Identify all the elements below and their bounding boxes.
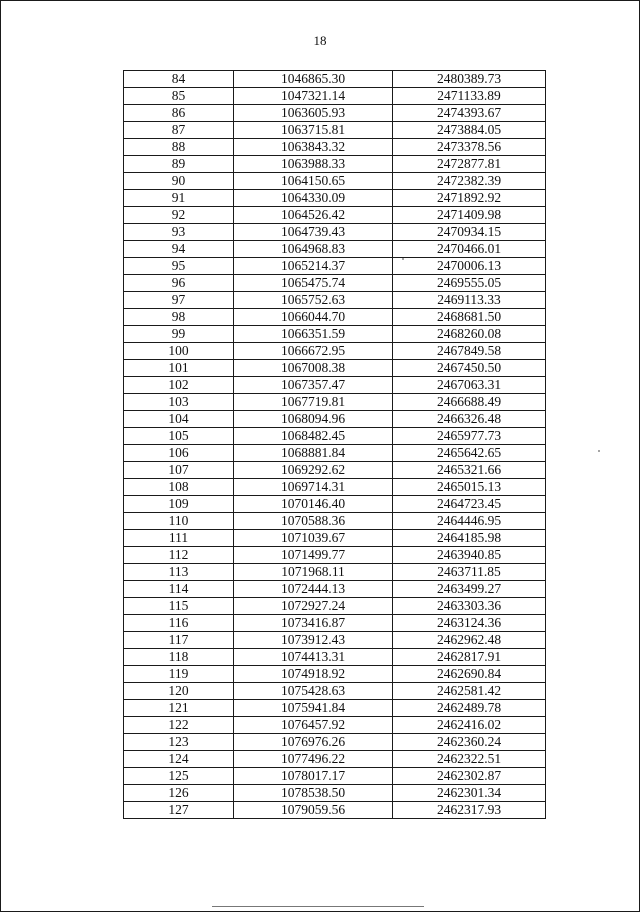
y-coordinate-cell: 2474393.67 xyxy=(393,105,546,122)
point-number-cell: 124 xyxy=(124,751,234,768)
x-coordinate-cell: 1071968.11 xyxy=(234,564,393,581)
y-coordinate-cell: 2462817.91 xyxy=(393,649,546,666)
x-coordinate-cell: 1072444.13 xyxy=(234,581,393,598)
table-row xyxy=(124,88,546,105)
table-row xyxy=(124,224,546,241)
x-coordinate-cell: 1068881.84 xyxy=(234,445,393,462)
point-number-cell: 104 xyxy=(124,411,234,428)
point-number-cell: 88 xyxy=(124,139,234,156)
y-coordinate-cell: 2462962.48 xyxy=(393,632,546,649)
table-row xyxy=(124,649,546,666)
point-number-cell: 125 xyxy=(124,768,234,785)
y-coordinate-cell: 2469555.05 xyxy=(393,275,546,292)
x-coordinate-cell: 1074413.31 xyxy=(234,649,393,666)
table-row xyxy=(124,513,546,530)
x-coordinate-cell: 1065752.63 xyxy=(234,292,393,309)
x-coordinate-cell: 1068094.96 xyxy=(234,411,393,428)
y-coordinate-cell: 2462317.93 xyxy=(393,802,546,819)
x-coordinate-cell: 1046865.30 xyxy=(234,71,393,88)
y-coordinate-cell: 2462581.42 xyxy=(393,683,546,700)
x-coordinate-cell: 1070146.40 xyxy=(234,496,393,513)
table-row xyxy=(124,173,546,190)
point-number-cell: 120 xyxy=(124,683,234,700)
table-row xyxy=(124,666,546,683)
point-number-cell: 98 xyxy=(124,309,234,326)
x-coordinate-cell: 1066351.59 xyxy=(234,326,393,343)
table-row xyxy=(124,564,546,581)
table-row xyxy=(124,734,546,751)
point-number-cell: 108 xyxy=(124,479,234,496)
y-coordinate-cell: 2470934.15 xyxy=(393,224,546,241)
table-row xyxy=(124,547,546,564)
point-number-cell: 113 xyxy=(124,564,234,581)
table-row xyxy=(124,751,546,768)
table-row xyxy=(124,394,546,411)
point-number-cell: 112 xyxy=(124,547,234,564)
point-number-cell: 90 xyxy=(124,173,234,190)
x-coordinate-cell: 1073416.87 xyxy=(234,615,393,632)
point-number-cell: 110 xyxy=(124,513,234,530)
y-coordinate-cell: 2465015.13 xyxy=(393,479,546,496)
y-coordinate-cell: 2462360.24 xyxy=(393,734,546,751)
y-coordinate-cell: 2462301.34 xyxy=(393,785,546,802)
y-coordinate-cell: 2463499.27 xyxy=(393,581,546,598)
x-coordinate-cell: 1064968.83 xyxy=(234,241,393,258)
scan-speck xyxy=(402,258,404,260)
y-coordinate-cell: 2472877.81 xyxy=(393,156,546,173)
y-coordinate-cell: 2462690.84 xyxy=(393,666,546,683)
y-coordinate-cell: 2467063.31 xyxy=(393,377,546,394)
table-row xyxy=(124,292,546,309)
y-coordinate-cell: 2470466.01 xyxy=(393,241,546,258)
x-coordinate-cell: 1070588.36 xyxy=(234,513,393,530)
y-coordinate-cell: 2465977.73 xyxy=(393,428,546,445)
point-number-cell: 117 xyxy=(124,632,234,649)
table-row xyxy=(124,309,546,326)
table-row xyxy=(124,428,546,445)
table-row xyxy=(124,479,546,496)
point-number-cell: 107 xyxy=(124,462,234,479)
table-row xyxy=(124,496,546,513)
x-coordinate-cell: 1071039.67 xyxy=(234,530,393,547)
point-number-cell: 93 xyxy=(124,224,234,241)
table-row xyxy=(124,462,546,479)
point-number-cell: 94 xyxy=(124,241,234,258)
y-coordinate-cell: 2470006.13 xyxy=(393,258,546,275)
x-coordinate-cell: 1067719.81 xyxy=(234,394,393,411)
scan-speck xyxy=(598,450,600,452)
y-coordinate-cell: 2462489.78 xyxy=(393,700,546,717)
y-coordinate-cell: 2464185.98 xyxy=(393,530,546,547)
y-coordinate-cell: 2471409.98 xyxy=(393,207,546,224)
table-row xyxy=(124,258,546,275)
x-coordinate-cell: 1068482.45 xyxy=(234,428,393,445)
y-coordinate-cell: 2462416.02 xyxy=(393,717,546,734)
point-number-cell: 127 xyxy=(124,802,234,819)
point-number-cell: 99 xyxy=(124,326,234,343)
point-number-cell: 95 xyxy=(124,258,234,275)
x-coordinate-cell: 1072927.24 xyxy=(234,598,393,615)
point-number-cell: 89 xyxy=(124,156,234,173)
scan-edge-line xyxy=(212,906,424,907)
table-row xyxy=(124,190,546,207)
table-row xyxy=(124,326,546,343)
table-row xyxy=(124,530,546,547)
x-coordinate-cell: 1075428.63 xyxy=(234,683,393,700)
x-coordinate-cell: 1078017.17 xyxy=(234,768,393,785)
point-number-cell: 96 xyxy=(124,275,234,292)
table-row xyxy=(124,275,546,292)
table-row xyxy=(124,377,546,394)
y-coordinate-cell: 2467450.50 xyxy=(393,360,546,377)
table-row xyxy=(124,411,546,428)
point-number-cell: 121 xyxy=(124,700,234,717)
table-row xyxy=(124,156,546,173)
point-number-cell: 106 xyxy=(124,445,234,462)
x-coordinate-cell: 1063988.33 xyxy=(234,156,393,173)
x-coordinate-cell: 1076976.26 xyxy=(234,734,393,751)
point-number-cell: 91 xyxy=(124,190,234,207)
table-row xyxy=(124,241,546,258)
x-coordinate-cell: 1067357.47 xyxy=(234,377,393,394)
y-coordinate-cell: 2468260.08 xyxy=(393,326,546,343)
y-coordinate-cell: 2463303.36 xyxy=(393,598,546,615)
point-number-cell: 85 xyxy=(124,88,234,105)
table-row xyxy=(124,122,546,139)
point-number-cell: 119 xyxy=(124,666,234,683)
point-number-cell: 116 xyxy=(124,615,234,632)
table-row xyxy=(124,717,546,734)
table-row xyxy=(124,632,546,649)
y-coordinate-cell: 2463124.36 xyxy=(393,615,546,632)
y-coordinate-cell: 2465642.65 xyxy=(393,445,546,462)
y-coordinate-cell: 2463711.85 xyxy=(393,564,546,581)
table-row xyxy=(124,581,546,598)
x-coordinate-cell: 1063605.93 xyxy=(234,105,393,122)
table-row xyxy=(124,700,546,717)
point-number-cell: 114 xyxy=(124,581,234,598)
y-coordinate-cell: 2462322.51 xyxy=(393,751,546,768)
coordinates-table-body xyxy=(124,71,546,819)
y-coordinate-cell: 2467849.58 xyxy=(393,343,546,360)
x-coordinate-cell: 1066672.95 xyxy=(234,343,393,360)
x-coordinate-cell: 1071499.77 xyxy=(234,547,393,564)
y-coordinate-cell: 2471133.89 xyxy=(393,88,546,105)
point-number-cell: 92 xyxy=(124,207,234,224)
x-coordinate-cell: 1064739.43 xyxy=(234,224,393,241)
y-coordinate-cell: 2463940.85 xyxy=(393,547,546,564)
x-coordinate-cell: 1077496.22 xyxy=(234,751,393,768)
table-row xyxy=(124,768,546,785)
x-coordinate-cell: 1074918.92 xyxy=(234,666,393,683)
point-number-cell: 101 xyxy=(124,360,234,377)
point-number-cell: 122 xyxy=(124,717,234,734)
table-row xyxy=(124,343,546,360)
point-number-cell: 109 xyxy=(124,496,234,513)
point-number-cell: 123 xyxy=(124,734,234,751)
point-number-cell: 111 xyxy=(124,530,234,547)
point-number-cell: 102 xyxy=(124,377,234,394)
table-row xyxy=(124,802,546,819)
page-number: 18 xyxy=(313,33,327,48)
x-coordinate-cell: 1069292.62 xyxy=(234,462,393,479)
y-coordinate-cell: 2468681.50 xyxy=(393,309,546,326)
y-coordinate-cell: 2462302.87 xyxy=(393,768,546,785)
point-number-cell: 97 xyxy=(124,292,234,309)
table-row xyxy=(124,71,546,88)
y-coordinate-cell: 2480389.73 xyxy=(393,71,546,88)
table-row xyxy=(124,360,546,377)
x-coordinate-cell: 1065214.37 xyxy=(234,258,393,275)
point-number-cell: 115 xyxy=(124,598,234,615)
table-row xyxy=(124,598,546,615)
point-number-cell: 100 xyxy=(124,343,234,360)
x-coordinate-cell: 1065475.74 xyxy=(234,275,393,292)
x-coordinate-cell: 1066044.70 xyxy=(234,309,393,326)
point-number-cell: 84 xyxy=(124,71,234,88)
point-number-cell: 118 xyxy=(124,649,234,666)
x-coordinate-cell: 1073912.43 xyxy=(234,632,393,649)
x-coordinate-cell: 1064150.65 xyxy=(234,173,393,190)
y-coordinate-cell: 2466326.48 xyxy=(393,411,546,428)
x-coordinate-cell: 1063843.32 xyxy=(234,139,393,156)
x-coordinate-cell: 1079059.56 xyxy=(234,802,393,819)
point-number-cell: 86 xyxy=(124,105,234,122)
y-coordinate-cell: 2464723.45 xyxy=(393,496,546,513)
x-coordinate-cell: 1069714.31 xyxy=(234,479,393,496)
x-coordinate-cell: 1064330.09 xyxy=(234,190,393,207)
y-coordinate-cell: 2466688.49 xyxy=(393,394,546,411)
y-coordinate-cell: 2464446.95 xyxy=(393,513,546,530)
point-number-cell: 105 xyxy=(124,428,234,445)
table-row xyxy=(124,207,546,224)
table-row xyxy=(124,785,546,802)
x-coordinate-cell: 1064526.42 xyxy=(234,207,393,224)
table-row xyxy=(124,683,546,700)
x-coordinate-cell: 1075941.84 xyxy=(234,700,393,717)
coordinates-table xyxy=(123,70,546,819)
x-coordinate-cell: 1076457.92 xyxy=(234,717,393,734)
point-number-cell: 103 xyxy=(124,394,234,411)
x-coordinate-cell: 1067008.38 xyxy=(234,360,393,377)
y-coordinate-cell: 2465321.66 xyxy=(393,462,546,479)
x-coordinate-cell: 1063715.81 xyxy=(234,122,393,139)
table-row xyxy=(124,615,546,632)
y-coordinate-cell: 2469113.33 xyxy=(393,292,546,309)
table-row xyxy=(124,445,546,462)
x-coordinate-cell: 1078538.50 xyxy=(234,785,393,802)
y-coordinate-cell: 2471892.92 xyxy=(393,190,546,207)
table-row xyxy=(124,139,546,156)
table-row xyxy=(124,105,546,122)
point-number-cell: 126 xyxy=(124,785,234,802)
y-coordinate-cell: 2473378.56 xyxy=(393,139,546,156)
y-coordinate-cell: 2473884.05 xyxy=(393,122,546,139)
x-coordinate-cell: 1047321.14 xyxy=(234,88,393,105)
y-coordinate-cell: 2472382.39 xyxy=(393,173,546,190)
point-number-cell: 87 xyxy=(124,122,234,139)
